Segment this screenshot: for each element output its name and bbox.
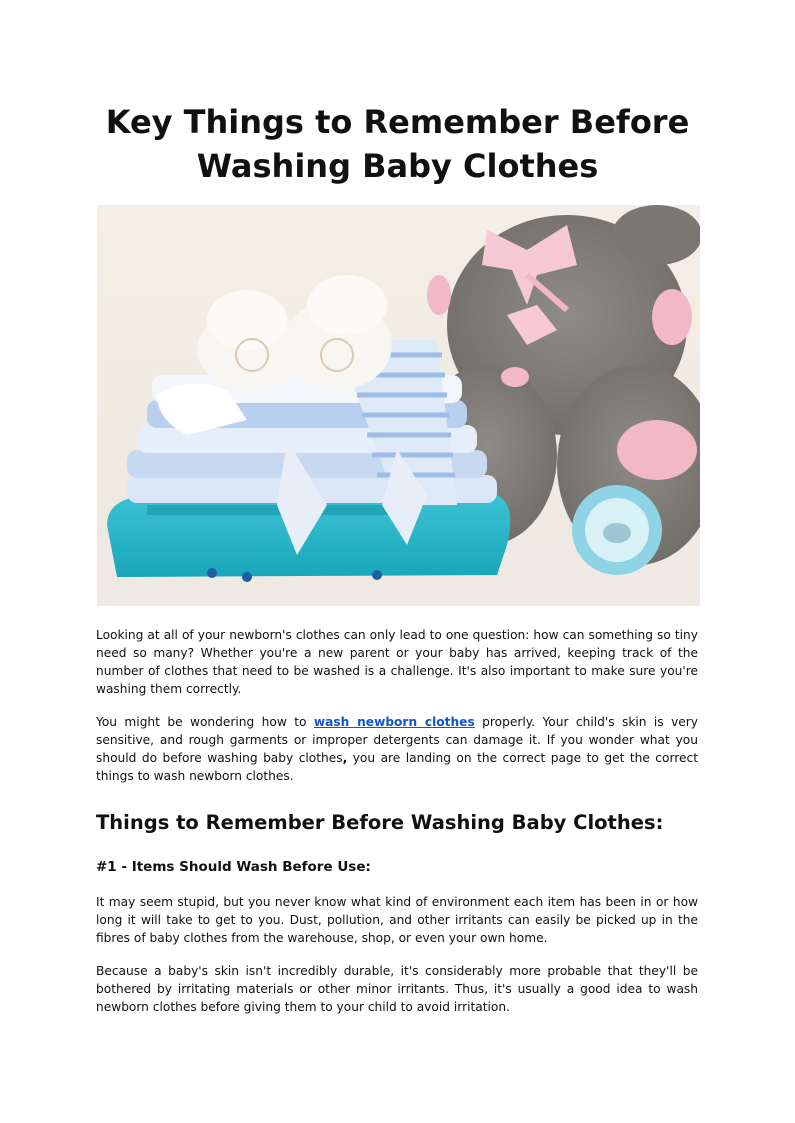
item-1-paragraph-2: Because a baby's skin isn't incredibly durable, it's considerably more probable that they'll be bothered by irritating materials or other minor irritants. Thus, it's usually a good idea to wash newborn clothes before giving them to your child to avoid irritation. <box>96 964 698 1014</box>
intro-paragraph-1: Looking at all of your newborn's clothes can only lead to one question: how can something so tiny need so many? Whether you're a new parent or your baby has arrived, keeping track of the number of clothes that need to be washed is a challenge. It's also important to make sure you're washing them correctly. <box>96 628 698 696</box>
intro-p2-after: you are landing on the correct page to get the correct things to wash newborn clothes. <box>96 751 698 783</box>
section-heading-block <box>96 810 698 836</box>
page-title <box>60 100 735 188</box>
pacifier-illustration <box>572 485 662 575</box>
intro-p2-before: You might be wondering how to <box>96 715 314 729</box>
section-heading: Things to Remember Before Washing Baby Clothes: <box>96 811 664 834</box>
item-1-paragraph-1: It may seem stupid, but you never know what kind of environment each item has been in or how long it will take to get to you. Dust, pollution, and other irritants can easily be picked up in the fibres of baby clothes from the warehouse, shop, or even your own home. <box>96 895 698 945</box>
intro-p2-comma: , <box>342 751 348 765</box>
intro-paragraph-2 <box>96 713 698 785</box>
intro-p2-middle: properly. Your child's skin is very sensitive, and rough garments or improper detergents can damage it. If you wonder what you should do before washing baby clothes <box>96 715 699 765</box>
item-1-heading: #1 - Items Should Wash Before Use: <box>96 859 371 875</box>
item-1-heading-block <box>96 857 698 877</box>
intro-paragraph-2-block <box>96 713 698 785</box>
item-1-paragraph-1-block <box>96 893 698 947</box>
title-line-1: Key Things to Remember Before <box>105 103 690 141</box>
hero-image <box>97 205 700 606</box>
title-line-2: Washing Baby Clothes <box>196 147 599 185</box>
intro-paragraph-1-block <box>96 626 698 698</box>
wash-newborn-clothes-link[interactable]: wash newborn clothes <box>313 715 475 729</box>
item-1-paragraph-2-block <box>96 962 698 1016</box>
